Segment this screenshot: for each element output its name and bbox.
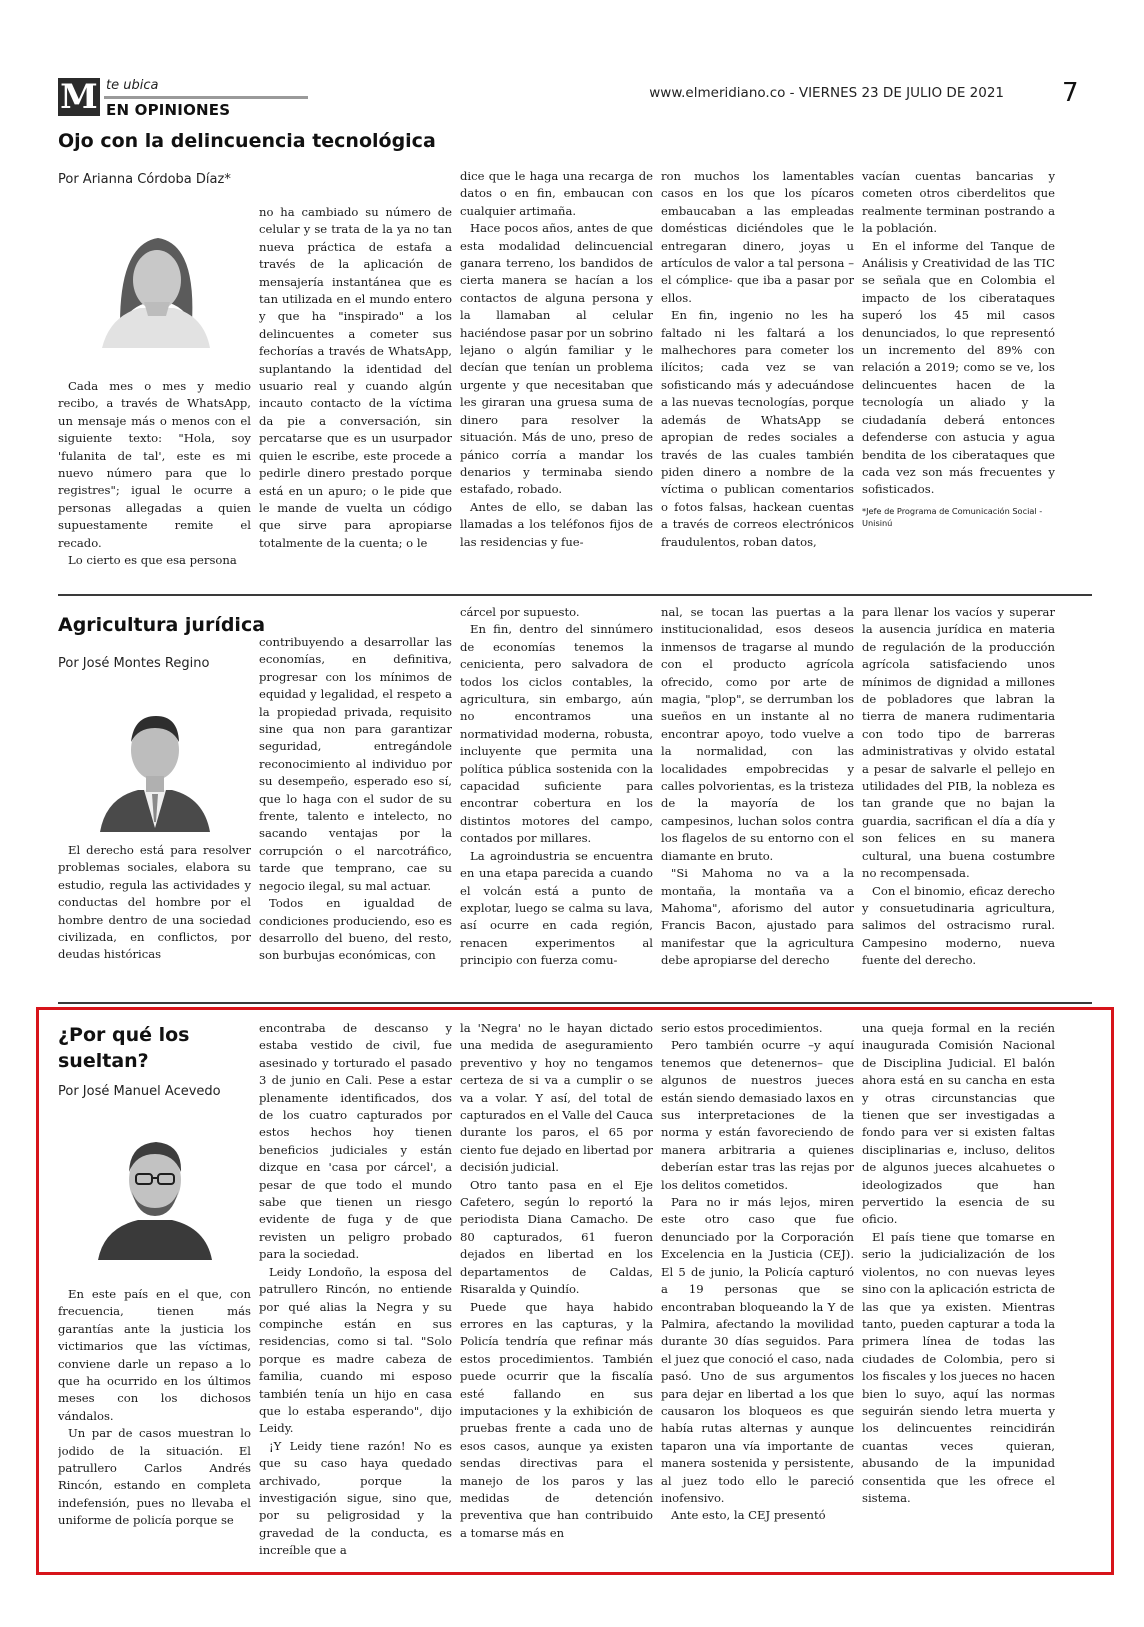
- article-separator: [58, 1002, 1092, 1004]
- paragraph: En fin, ingenio no les ha faltado ni les faltará a los malhechores para cometer los ilícitos; cada vez se van sofisticando más y adecuándose a las nuevas tecnologías, porque además de WhatsApp se apropian de redes sociales a través de las cuales también piden dinero a nombre de la víctima o publican comentarios o fotos falsas, hackean cuentas a través de correos electrónicos fraudulentos, roban datos,: [661, 308, 854, 549]
- paragraph: En el informe del Tanque de Análisis y Creatividad de las TIC se señala que en Colombia el impacto de los ciberataques superó los 45 mil casos denunciados, lo que representó un incremento del 89% con relación a 2019; como se ve, los delincuentes hacen de la tecnología un aliado y la ciudadanía deberá entonces defenderse con astucia y agua bendita de los ciberataques que cada vez son más frecuentes y sofisticados.: [862, 238, 1055, 497]
- article-title: Ojo con la delincuencia tecnológica: [58, 130, 436, 152]
- paragraph: Para no ir más lejos, miren este otro caso que fue denunciado por la Corporación Excelencia en la Justicia (CEJ). El 5 de junio, la Policía capturó a 19 personas que se encontraban bloqueando la Y de Palmira, afectando la movilidad durante 30 días seguidos. Para el juez que conoció el caso, nada pasó. Uno de sus argumentos para dejar en libertad a los que causaron los bloqueos es que había rutas alternas y aunque taparon una vía importante de manera sostenida y persistente, al juez todo ello le pareció inofensivo.: [661, 1195, 854, 1505]
- paragraph: no ha cambiado su número de celular y se trata de la ya no tan nueva práctica de estafa a través de la aplicación de mensajería instantánea que es tan utilizada en el mundo entero y que ha "inspirado" a los delincuentes a cometer sus fechorías a través de WhatsApp, suplantando la identidad del usuario real y cuando algún incauto contacto de la víctima da pie a conversación, sin percatarse que es un usurpador quien le escribe, este procede a pedirle dinero prestado porque está en un apuro; o le pide que le mande de vuelta un código que sirve para apropiarse totalmente de la cuenta; o le: [259, 205, 452, 550]
- article-column: [862, 604, 1055, 1002]
- article-column: [259, 634, 452, 1002]
- paragraph: "Si Mahoma no va a la montaña, la montaña va a Mahoma", aforismo del autor Francis Bacon, ajustado para manifestar que la agricultura debe apropiarse del derecho: [661, 866, 854, 968]
- article-column: [862, 1020, 1055, 1562]
- article-column: [661, 1020, 854, 1562]
- paragraph: Cada mes o mes y medio recibo, a través de WhatsApp, un mensaje más o menos con el siguiente texto: "Hola, soy 'fulanita de tal', este es mi nuevo número para que lo registres"; igual le ocurre a personas allegadas a quien supuestamente remite el recado.: [58, 379, 251, 550]
- article-column: [259, 1020, 452, 1562]
- man-glasses-portrait-icon: [80, 1116, 230, 1260]
- article-agricultura-juridica: [58, 605, 1092, 1002]
- article-column: [259, 204, 452, 568]
- article-column: [661, 604, 854, 1002]
- paragraph: ¡Y Leidy tiene razón! No es que su caso haya quedado archivado, porque la investigación sigue, sino que, por su peligrosidad y la gravedad de la conducta, es increíble que a: [259, 1438, 452, 1558]
- masthead-kicker: te ubica: [106, 78, 159, 93]
- article-por-que-los-sueltan: [58, 1022, 1092, 1562]
- section-title: EN OPINIONES: [106, 101, 231, 119]
- paragraph: dice que le haga una recarga de datos o en fin, embaucan con cualquier artimaña.: [460, 169, 653, 218]
- paragraph: El país tiene que tomarse en serio la judicialización de los violentos, no con nuevas leyes sino con la aplicación estricta de las que ya existen. Mientras tanto, pueden capturar a toda la primera línea de todas las ciudades de Colombia, pero si los fiscales y los jueces no hacen bien lo suyo, aquí las normas seguirán siendo letra muerta y los delincuentes reincidirán cuantas veces quieran, abusando de la impunidad consentida que les ofrece el sistema.: [862, 1229, 1055, 1505]
- article-column: [862, 168, 1055, 568]
- article-title: ¿Por qué los sueltan?: [58, 1024, 190, 1072]
- paragraph: una queja formal en la recién inaugurada Comisión Nacional de Disciplina Judicial. El balón ahora está en su cancha en esta y otras circunstancias que tienen que ser investigadas a fondo para ver si existen faltas disciplinarias e, incluso, delitos de algunos jueces alcahuetes o ideologizados que han pervertido la esencia de su oficio.: [862, 1021, 1055, 1227]
- article-column: [460, 604, 653, 1002]
- article-column: [460, 168, 653, 568]
- article-column: [460, 1020, 653, 1562]
- article-delincuencia-tecnologica: [58, 128, 1092, 568]
- paragraph: Otro tanto pasa en el Eje Cafetero, según lo reportó la periodista Diana Camacho. De 80 capturados, 61 fueron dejados en libertad en los departamentos de Caldas, Risaralda y Quindío.: [460, 1177, 653, 1297]
- article-column: [58, 378, 251, 568]
- site-and-date: www.elmeridiano.co - VIERNES 23 DE JULIO DE 2021: [649, 85, 1004, 101]
- paragraph: Leidy Londoño, la esposa del patrullero Rincón, no entiende por qué alias la Negra y su compinche están en sus residencias, como si tal. "Solo porque es madre cabeza de familia, cuando mi esposo también tenía un hijo en casa que lo estaba esperando", dijo Leidy.: [259, 1264, 452, 1436]
- paragraph: Con el binomio, eficaz derecho y consuetudinaria agricultura, salimos del ostracismo rural. Campesino moderno, nueva fuente del derecho.: [862, 883, 1055, 968]
- paragraph: Hace pocos años, antes de que esta modalidad delincuencial ganara terreno, los bandidos de cierta manera se hacían a los contactos de alguna persona y la llamaban al celular haciéndose pasar por un sobrino lejano o algún familiar y le decían que tenían un problema urgente y que necesitaban que les giraran una gruesa suma de dinero para resolver la situación. Más de uno, preso de pánico corría a mandar los denarios y terminaba siendo estafado, robado.: [460, 221, 653, 497]
- paragraph: encontraba de descanso y estaba vestido de civil, fue asesinado y torturado el pasado 3 de junio en Cali. Pese a estar plenamente identificados, dos de los cuatro capturados por estos hechos hoy tienen beneficios judiciales y están dizque en 'casa por cárcel', a pesar de que todo el mundo sabe que tienen un riesgo evidente de fuga y de que revisten un peligro probado para la sociedad.: [259, 1021, 452, 1262]
- article-column: [58, 1286, 251, 1562]
- paragraph: El derecho está para resolver problemas sociales, elabora su estudio, regula las actividades y conductas del hombre por el hombre dentro de una sociedad civilizada, en conflictos, por deudas históricas: [58, 843, 251, 962]
- paragraph: Todos en igualdad de condiciones produciendo, eso es desarrollo del bueno, del resto, son burbujas económicas, con: [259, 896, 452, 963]
- page-number: 7: [1062, 78, 1079, 108]
- paragraph: Antes de ello, se daban las llamadas a los teléfonos fijos de las residencias y fue-: [460, 499, 653, 549]
- paragraph: Ante esto, la CEJ presentó: [671, 1508, 826, 1523]
- article-column: [661, 168, 854, 568]
- masthead-rule: [104, 96, 308, 99]
- paragraph: Lo cierto es que esa persona: [68, 553, 237, 568]
- columnist-photo: [80, 204, 230, 348]
- columnist-photo: [80, 688, 230, 832]
- paragraph: ron muchos los lamentables casos en los que los pícaros embaucaban a las empleadas domésticas diciéndoles que le entregaran dinero, joyas u artículos de valor a tal persona – el cómplice- que iba a pasar por ellos.: [661, 169, 854, 305]
- woman-portrait-icon: [80, 204, 230, 348]
- man-suit-portrait-icon: [80, 688, 230, 832]
- paragraph: En este país en el que, con frecuencia, tienen más garantías ante la justicia los victimarios que las víctimas, conviene darle un repaso a lo que ha ocurrido en los últimos meses con los dichosos vándalos.: [58, 1287, 251, 1423]
- columnist-photo: [80, 1116, 230, 1260]
- paragraph: serio estos procedimientos.: [661, 1021, 823, 1035]
- newspaper-logo: M: [58, 78, 100, 116]
- article-byline: Por José Montes Regino: [58, 656, 210, 671]
- paragraph: contribuyendo a desarrollar las economías, en definitiva, progresar con los mínimos de equidad y legalidad, el respeto a la propiedad privada, requisito sine qua non para garantizar seguridad, entregándole reconocimiento al individuo por su desempeño, esperado eso sí, que lo haga con el sudor de su frente, talento e intelecto, no sacando ventajas por la corrupción o el narcotráfico, tarde que temprano, cae su negocio ilegal, su mal actuar.: [259, 635, 452, 893]
- article-byline: Por Arianna Córdoba Díaz*: [58, 172, 231, 187]
- paragraph: vacían cuentas bancarias y cometen otros ciberdelitos que realmente terminan postrando a la población.: [862, 169, 1055, 236]
- paragraph: Puede que haya habido errores en las capturas, y la Policía tendría que refinar más estos procedimientos. También puede ocurrir que la fiscalía esté fallando en sus imputaciones y la exhibición de pruebas frente a cada uno de esos casos, aunque ya existen sendas directivas para el manejo de los paros y las medidas de detención preventiva que han contribuido a tomarse más en: [460, 1299, 653, 1540]
- article-title: Agricultura jurídica: [58, 614, 266, 636]
- paragraph: Un par de casos muestran lo jodido de la situación. El patrullero Carlos Andrés Rincón, estando en completa indefensión, pues no llevaba el uniforme de policía porque se: [58, 1426, 251, 1528]
- paragraph: Pero también ocurre –y aquí tenemos que detenernos– que algunos de nuestros jueces están siendo demasiado laxos en sus interpretaciones de la norma y están favoreciendo de manera arbitraria a quienes deberían estar tras las rejas por los delitos cometidos.: [661, 1038, 854, 1192]
- article-column: [58, 842, 251, 1002]
- paragraph: cárcel por supuesto.: [460, 605, 580, 619]
- paragraph: En fin, dentro del sinnúmero de economías tenemos la cenicienta, pero salvadora de todos los ciclos contables, la agricultura, sin embargo, aún no encontramos una normatividad moderna, robusta, incluyente que permita una política pública sostenida con la capacidad suficiente para encontrar cobertura en los distintos motores del campo, contados por millares.: [460, 622, 653, 846]
- paragraph: para llenar los vacíos y superar la ausencia jurídica en materia de regulación de la producción agrícola satisfaciendo unos mínimos de dignidad a millones de pobladores que labran la tierra de manera rudimentaria con todo tipo de barreras administrativas y olvido estatal a pesar de salvarle el pellejo en utilidades del PIB, la nobleza es tan grande que no bajan la guardia, sacrifican el día a día y son felices en su manera cultural, una buena costumbre no recompensada.: [862, 605, 1055, 881]
- paragraph: la 'Negra' no le hayan dictado una medida de aseguramiento preventivo y hoy no tengamos certeza de si va a cumplir o se va a volar. Y así, del total de capturados en el Valle del Cauca durante los paros, el 65 por ciento fue dejado en libertad por decisión judicial.: [460, 1021, 653, 1175]
- author-footnote: *Jefe de Programa de Comunicación Social - Unisinú: [862, 505, 1043, 528]
- paragraph: La agroindustria se encuentra en una etapa parecida a cuando el volcán está a punto de explotar, luego se calma su lava, así ocurre en cada región, renacen experimentos al principio con fuerza comu-: [460, 848, 653, 968]
- article-byline: Por José Manuel Acevedo: [58, 1084, 221, 1099]
- paragraph: nal, se tocan las puertas a la institucionalidad, esos deseos inmensos de tragarse al mundo con el producto agrícola ofrecido, como por arte de magia, "plop", se derrumban los sueños en un instante al no encontrar apoyo, todo vuelve a la normalidad, con las localidades empobrecidas y calles polvorientas, es la tristeza de la mayoría de los campesinos, luchan solos contra los flagelos de su entorno con el diamante en bruto.: [661, 605, 854, 863]
- article-separator: [58, 594, 1092, 596]
